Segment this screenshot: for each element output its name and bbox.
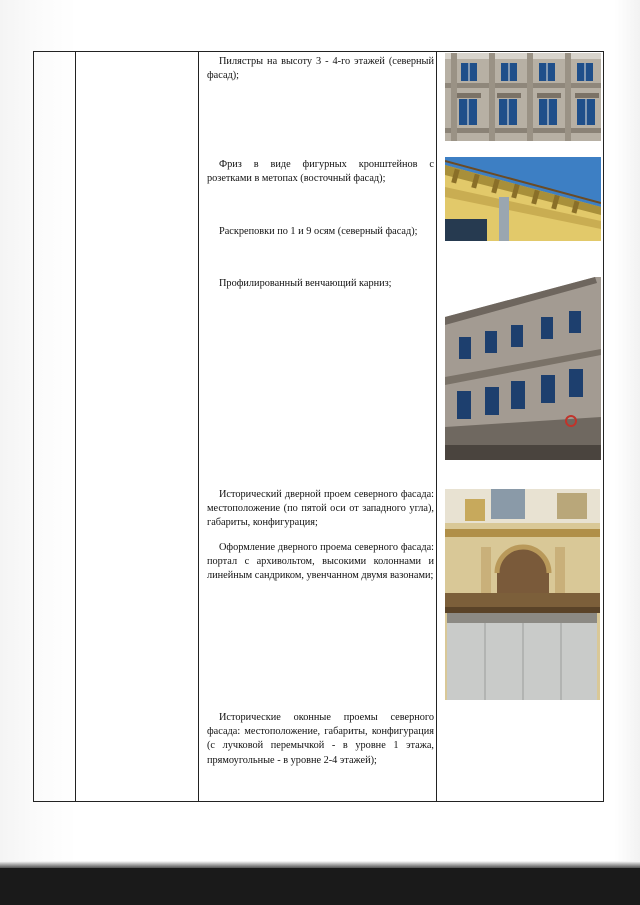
item-pilasters: Пилястры на высоту 3 - 4-го этажей (северный фасад); [207, 56, 434, 82]
table-col-divider-2 [198, 51, 199, 802]
facade-pilasters-photo [445, 53, 601, 141]
scan-bottom-edge [0, 868, 640, 905]
item-windows: Исторические оконные проемы северного фасада: местоположение, габариты, конфигурация (с лучковой перемычкой - в уровне 1 этажа, прямоугольные - в уровне 2-4 этажей); [207, 712, 434, 766]
frieze-brackets-photo [445, 157, 601, 241]
item-cornice: Профилированный венчающий карниз; [219, 278, 392, 289]
table-col-divider-1 [75, 51, 76, 802]
item-door-opening: Исторический дверной проем северного фасада: местоположение (по пятой оси от западного угла), габариты, конфигурация; [207, 489, 434, 529]
table-left-border [33, 51, 34, 802]
item-door-decor: Оформление дверного проема северного фасада: портал с архивольтом, высокими колоннами и линейным сандриком, увенчанном двумя вазонами; [207, 542, 434, 582]
item-projections: Раскреповки по 1 и 9 осям (северный фасад); [219, 226, 418, 237]
item-frieze: Фриз в виде фигурных кронштейнов с розетками в метопах (восточный фасад); [207, 159, 434, 185]
door-portal-photo [445, 489, 600, 700]
table-top-border [33, 51, 604, 52]
table-col-divider-3 [436, 51, 437, 802]
corner-facade-photo [445, 277, 601, 460]
table-bottom-border [33, 801, 604, 802]
table-right-border [603, 51, 604, 802]
